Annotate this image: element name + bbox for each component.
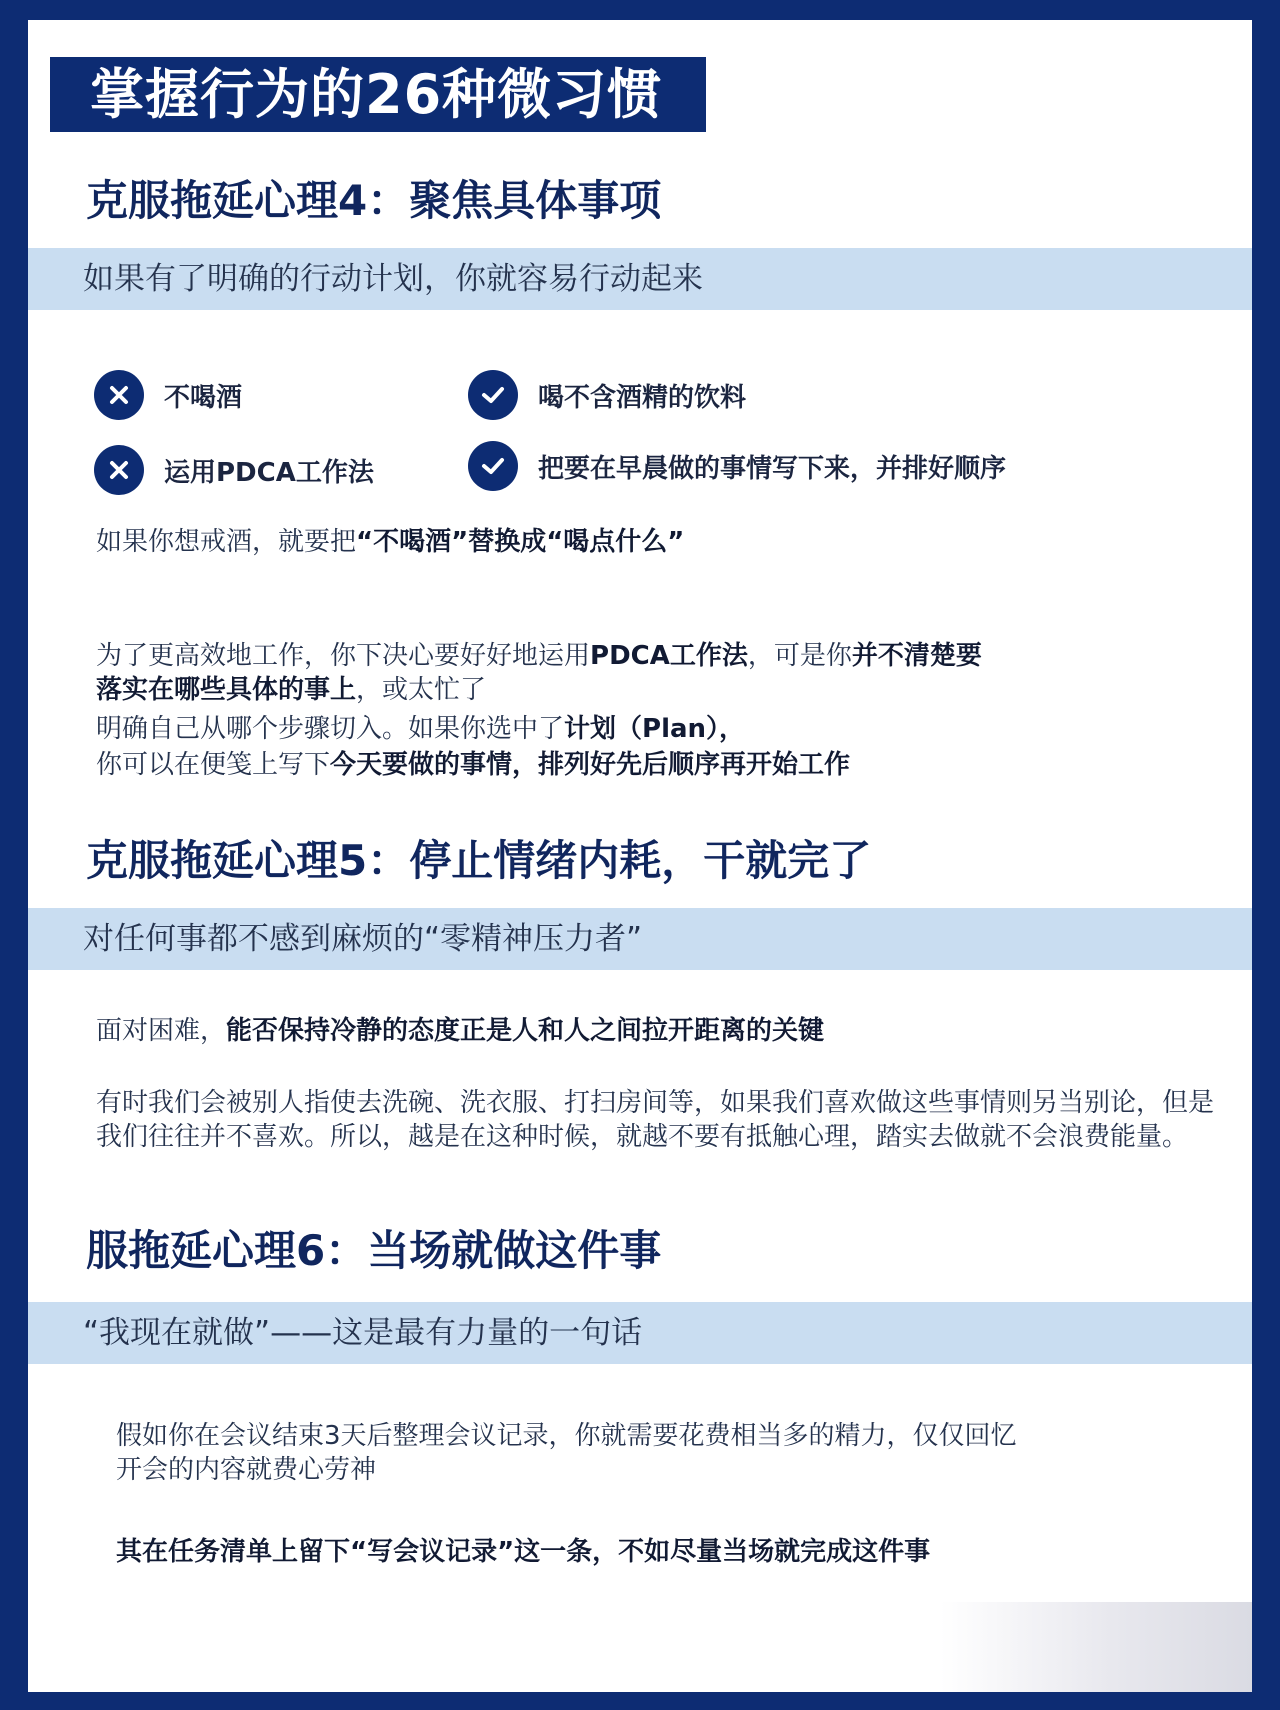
section-5-title: 克服拖延心理5：停止情绪内耗，干就完了 [86, 836, 872, 885]
text-span: ，或太忙了 [356, 675, 487, 705]
check-mark-icon [468, 370, 518, 420]
note-text: 如果你想戒酒，就要把 [96, 527, 357, 557]
emphasis: 其在任务清单上留下“写会议记录”这一条，不如尽量当场就完成这件事 [116, 1537, 931, 1567]
document-page [28, 20, 1252, 1692]
text-span: ，可是你 [747, 641, 852, 671]
wrong-item-2-label: 运用PDCA工作法 [164, 457, 374, 488]
page-title: 掌握行为的26种微习惯 [50, 57, 706, 132]
emphasis: 计划（Plan）， [564, 714, 746, 744]
calm-attitude-text [96, 1014, 824, 1048]
emphasis: PDCA工作法 [590, 641, 748, 671]
emphasis: 能否保持冷静的态度正是人和人之间拉开距离的关键 [226, 1016, 825, 1046]
emphasis: 落实在哪些具体的事上 [96, 675, 357, 705]
pdca-paragraph-line-2 [96, 673, 486, 707]
quit-drinking-note [96, 525, 684, 559]
meeting-notes-line-1: 假如你在会议结束3天后整理会议记录，你就需要花费相当多的精力，仅仅回忆 [116, 1421, 1017, 1451]
chores-paragraph: 有时我们会被别人指使去洗碗、洗衣服、打扫房间等，如果我们喜欢做这些事情则另当别论，但是我们往往并不喜欢。所以，越是在这种时候，就越不要有抵触心理，踏实去做就不会浪费能量。 [96, 1088, 1215, 1152]
text-span: 为了更高效地工作，你下决心要好好地运用 [96, 641, 591, 671]
right-item-2-label: 把要在早晨做的事情写下来，并排好顺序 [538, 453, 1007, 484]
pdca-paragraph-line-3 [96, 712, 745, 746]
right-item-1 [468, 370, 746, 420]
wrong-item-1 [94, 370, 242, 420]
right-item-2 [468, 441, 1006, 491]
section-4-subtitle-band: 如果有了明确的行动计划，你就容易行动起来 [28, 248, 1252, 310]
emphasis: 并不清楚要 [851, 641, 982, 671]
x-mark-icon [94, 370, 144, 420]
wrong-item-2 [94, 445, 374, 495]
watermark-overlay [940, 1602, 1252, 1692]
text-span: 面对困难， [96, 1016, 227, 1046]
emphasis: 今天要做的事情，排列好先后顺序再开始工作 [330, 750, 851, 780]
wrong-item-1-label: 不喝酒 [164, 382, 243, 413]
x-mark-icon [94, 445, 144, 495]
section-6-title: 服拖延心理6：当场就做这件事 [86, 1226, 662, 1275]
note-emphasis: “不喝酒”替换成“喝点什么” [356, 527, 685, 557]
pdca-paragraph-line-4 [96, 748, 850, 782]
section-4-title: 克服拖延心理4：聚焦具体事项 [86, 176, 662, 225]
section-6-subtitle-band: “我现在就做”——这是最有力量的一句话 [28, 1302, 1252, 1364]
text-span: 你可以在便笺上写下 [96, 750, 331, 780]
right-item-1-label: 喝不含酒精的饮料 [538, 382, 747, 413]
pdca-paragraph-line-1 [96, 639, 982, 673]
text-span: 明确自己从哪个步骤切入。如果你选中了 [96, 714, 565, 744]
do-it-now-text [116, 1535, 930, 1569]
meeting-notes-line-2: 开会的内容就费心劳神 [116, 1455, 377, 1485]
section-5-subtitle-band: 对任何事都不感到麻烦的“零精神压力者” [28, 908, 1252, 970]
check-mark-icon [468, 441, 518, 491]
